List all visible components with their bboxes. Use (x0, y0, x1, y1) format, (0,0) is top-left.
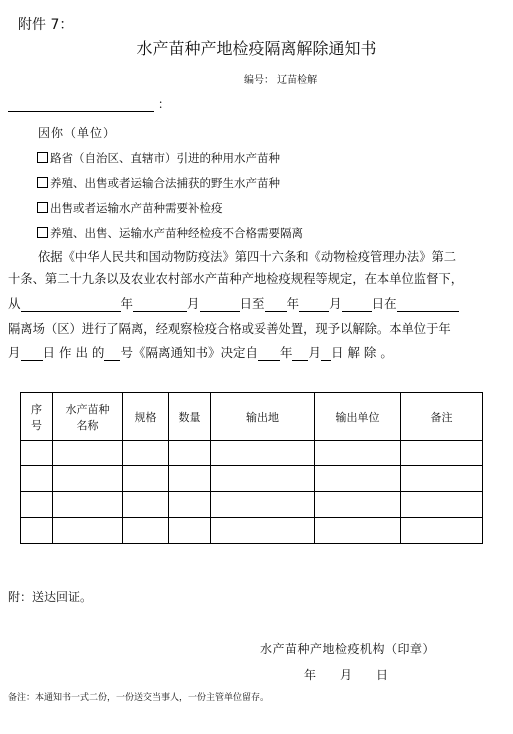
header-cell-origin: 输出地 (211, 393, 315, 441)
year-label: 年 (286, 296, 300, 311)
table-cell[interactable] (211, 518, 315, 544)
reason-heading: 因你（单位） (38, 126, 117, 140)
day-at-label: 日在 (371, 296, 397, 311)
table-cell[interactable] (401, 466, 483, 492)
year-label: 年 (279, 345, 293, 360)
table-cell[interactable] (401, 492, 483, 518)
header-cell-origin-unit: 输出单位 (315, 393, 401, 441)
date-day-label: 日 (376, 668, 389, 682)
reason-option[interactable] (37, 175, 280, 191)
seedling-table (20, 392, 483, 544)
header-cell-spec: 规格 (123, 393, 169, 441)
table-cell[interactable] (401, 518, 483, 544)
issuing-organization: 水产苗种产地检疫机构（印章） (260, 642, 436, 656)
table-cell[interactable] (211, 492, 315, 518)
table-cell[interactable] (123, 492, 169, 518)
reason-option-label: 路省（自治区、直辖市）引进的种用水产苗种 (50, 151, 280, 165)
table-cell[interactable] (169, 518, 211, 544)
header-cell-remarks: 备注 (401, 393, 483, 441)
attachment-label: 附件 7： (18, 17, 74, 33)
table-cell[interactable] (401, 441, 483, 466)
table-cell[interactable] (169, 492, 211, 518)
table-cell[interactable] (211, 466, 315, 492)
start-day-blank[interactable] (200, 298, 240, 312)
table-cell[interactable] (169, 441, 211, 466)
table-cell[interactable] (21, 441, 53, 466)
table-row (21, 492, 483, 518)
table-cell[interactable] (53, 466, 123, 492)
reason-option[interactable] (37, 225, 303, 241)
body-line-5 (8, 343, 393, 361)
body-line-2: 十条、第二十九条以及农业农村部水产苗种产地检疫规程等规定，在本单位监督下， (8, 272, 463, 286)
day-end-label: 日 解 除 。 (330, 345, 393, 360)
end-month-blank[interactable] (299, 298, 329, 312)
month-label: 月 (308, 345, 321, 360)
release-month-blank[interactable] (292, 347, 308, 361)
release-day-blank[interactable] (321, 347, 331, 361)
table-row (21, 441, 483, 466)
table-cell[interactable] (169, 466, 211, 492)
checkbox-icon[interactable] (37, 152, 48, 163)
month-label: 月 (329, 296, 342, 311)
table-row (21, 466, 483, 492)
month-label: 月 (8, 345, 21, 360)
table-row (21, 518, 483, 544)
table-cell[interactable] (315, 466, 401, 492)
reason-option[interactable] (37, 150, 280, 166)
document-number: 编号： 辽苗检解 (244, 75, 318, 86)
end-year-blank[interactable] (265, 298, 287, 312)
body-line-1: 依据《中华人民共和国动物防疫法》第四十六条和《动物检疫管理办法》第二 (38, 250, 457, 264)
release-year-blank[interactable] (258, 347, 280, 361)
date-year-label: 年 (304, 668, 317, 682)
date-month-label: 月 (340, 668, 353, 682)
table-header-row (21, 393, 483, 441)
notice-number-blank[interactable] (104, 347, 120, 361)
table-cell[interactable] (53, 518, 123, 544)
checkbox-icon[interactable] (37, 177, 48, 188)
issue-day-blank[interactable] (21, 347, 43, 361)
page-title: 水产苗种产地检疫隔离解除通知书 (136, 39, 377, 58)
header-cell-quantity: 数量 (169, 393, 211, 441)
table-cell[interactable] (123, 466, 169, 492)
table-cell[interactable] (21, 492, 53, 518)
start-month-blank[interactable] (133, 298, 187, 312)
header-cell-species-name: 水产苗种 名称 (53, 393, 123, 441)
table-cell[interactable] (123, 518, 169, 544)
checkbox-icon[interactable] (37, 227, 48, 238)
from-label: 从 (8, 296, 21, 311)
table-cell[interactable] (21, 466, 53, 492)
table-cell[interactable] (53, 441, 123, 466)
reason-option[interactable] (37, 200, 223, 216)
start-year-blank[interactable] (21, 298, 121, 312)
month-label: 月 (187, 296, 200, 311)
attachment-note: 附：送达回证。 (8, 590, 93, 604)
day-to-label: 日至 (239, 296, 265, 311)
reason-option-label: 养殖、出售、运输水产苗种经检疫不合格需要隔离 (50, 226, 303, 240)
year-label: 年 (120, 296, 134, 311)
table-cell[interactable] (315, 492, 401, 518)
body-line-3 (8, 294, 459, 312)
table-cell[interactable] (211, 441, 315, 466)
recipient-suffix: ： (157, 97, 170, 111)
body-line-4: 隔离场（区）进行了隔离，经观察检疫合格或妥善处置，现予以解除。本单位于年 (8, 322, 451, 336)
recipient-line (8, 95, 170, 112)
table-cell[interactable] (123, 441, 169, 466)
location-blank[interactable] (397, 298, 459, 312)
checkbox-icon[interactable] (37, 202, 48, 213)
footer-note: 备注：本通知书一式二份，一份送交当事人，一份主管单位留存。 (8, 693, 270, 703)
recipient-blank[interactable] (8, 99, 154, 112)
reason-option-label: 出售或者运输水产苗种需要补检疫 (50, 201, 223, 215)
day-made-label: 日 作 出 的 (42, 345, 105, 360)
signature-date (304, 666, 388, 683)
table-cell[interactable] (53, 492, 123, 518)
table-cell[interactable] (315, 518, 401, 544)
table-cell[interactable] (21, 518, 53, 544)
table-cell[interactable] (315, 441, 401, 466)
reason-option-label: 养殖、出售或者运输合法捕获的野生水产苗种 (50, 176, 280, 190)
header-cell-number: 序 号 (21, 393, 53, 441)
end-day-blank[interactable] (342, 298, 372, 312)
number-label: 号《隔离通知书》决定自 (120, 345, 258, 360)
